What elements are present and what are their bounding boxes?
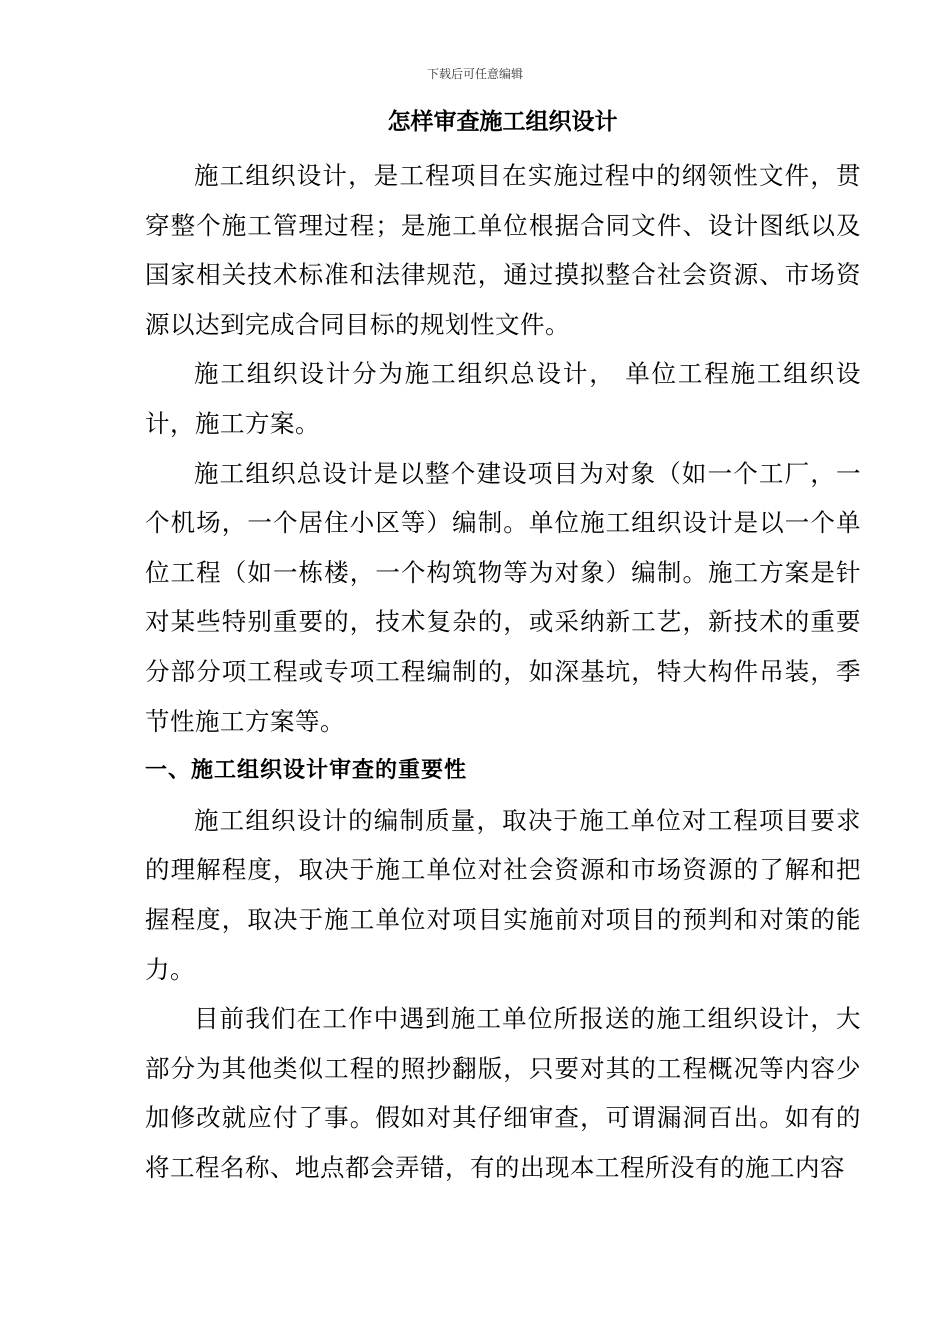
document-body (145, 151, 861, 1192)
paragraph-categories: 施工组织设计分为施工组织总设计， 单位工程施工组织设计，施工方案。 (145, 359, 861, 438)
paragraph-definitions: 施工组织总设计是以整个建设项目为对象（如一个工厂，一个机场，一个居住小区等）编制。单位施工组织设计是以一个单位工程（如一栋楼，一个构筑物等为对象）编制。施工方案是针对某些特别重要的，技术复杂的，或采纳新工艺，新技术的重要分部分项工程或专项工程编制的，如深基坑，特大构件吊装，季节性施工方案等。 (145, 458, 861, 736)
paragraph-current-issues: 目前我们在工作中遇到施工单位所报送的施工组织设计，大部分为其他类似工程的照抄翻版，只要对其的工程概况等内容少加修改就应付了事。假如对其仔细审查，可谓漏洞百出。如有的将工程名称、地点都会弄错，有的出现本工程所没有的施工内容 (145, 1004, 861, 1182)
page-header-note: 下载后可任意编辑 (426, 67, 523, 81)
paragraph-intro: 施工组织设计，是工程项目在实施过程中的纲领性文件，贯穿整个施工管理过程；是施工单位根据合同文件、设计图纸以及国家相关技术标准和法律规范，通过摸拟整合社会资源、市场资源以达到完成合同目标的规划性文件。 (145, 161, 861, 339)
document-title: 怎样审查施工组织设计 (387, 108, 618, 135)
paragraph-quality: 施工组织设计的编制质量，取决于施工单位对工程项目要求的理解程度，取决于施工单位对社会资源和市场资源的了解和把握程度，取决于施工单位对项目实施前对项目的预判和对策的能力。 (145, 805, 861, 984)
section-heading: 一、施工组织设计审查的重要性 (145, 757, 468, 784)
